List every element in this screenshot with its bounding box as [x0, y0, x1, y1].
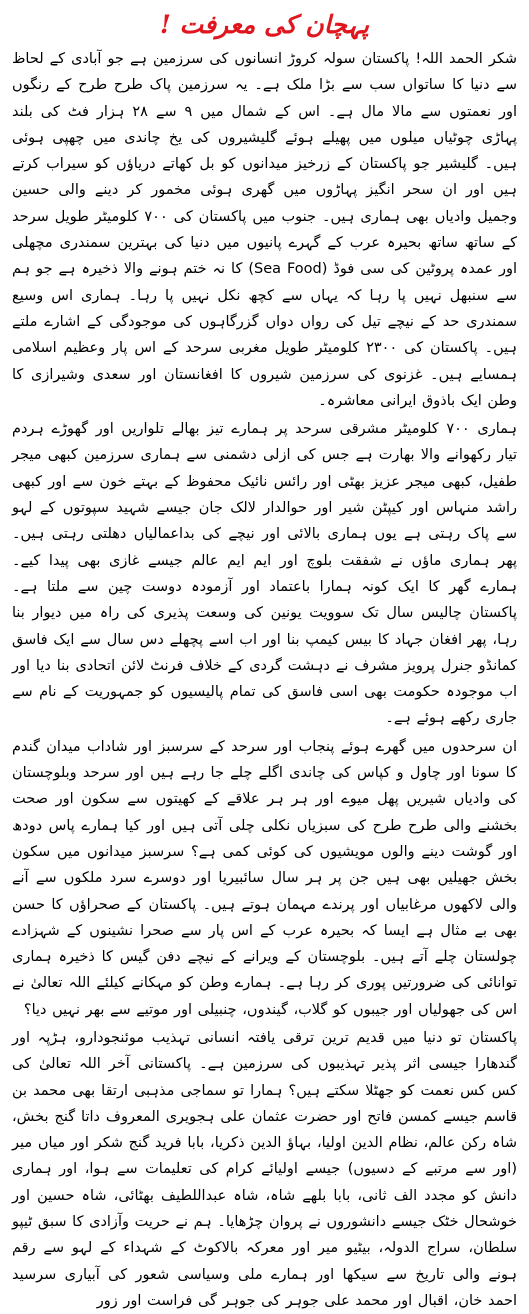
article-title: پہچان کی معرفت ! — [159, 10, 370, 39]
paragraph-4: پاکستان تو دنیا میں قدیم ترین ترقی یافتہ انسانی تہذیب موئنجودارو، ہڑپہ اور گندھارا جیسی اثر پذیر تہذیبوں کی سرزمین ہے۔ پاکستانی آخر اللہ تعالیٰ کی کس کس نعمت کو جھٹلا سکتے ہیں؟ ہمارا تو سماجی مذہبی ارتقا بھی محمد بن قاسم جیسے کمسن فاتح اور حضرت عثمان علی ہجویری المعروف داتا گنج بخش، شاہ رکن عالم، نظام الدین اولیا، بہاؤ الدین ذکریا، بابا فرید گنج شکر اور میاں میر (اور سے مرتبے کے دسیوں) جیسے اولیائے کرام کی تعلیمات سے ہوا، اور ہماری دانش کو مجدد الف ثانی، بابا بلھے شاہ، شاہ عبداللطیف بھٹائی، شاہ حسین اور خوشحال خٹک جیسے دانشوروں نے پروان چڑھایا۔ ہم نے حریت وآزادی کا سبق ٹیپو سلطان، سراج الدولہ، بیٹیو میر اور معرکہ بالاکوٹ کے شہداء کے لہو سے رقم ہونے والی تاریخ سے سیکھا اور ہمارے ملی وسیاسی شعور کی آبیاری سرسید احمد خان، اقبال اور محمد علی جوہر کی جوہر گی فراست اور زور — [12, 1029, 517, 1309]
paragraph-2: ہماری ۷۰۰ کلومیٹر مشرقی سرحد پر ہمارے تیز بھالے تلواریں اور گھوڑے ہردم تیار رکھوانے والا بھارت ہے جس کی ازلی دشمنی سے ہماری سرزمین کبھی میجر طفیل، کبھی میجر عزیز بھٹی اور رائس نائیک محفوظ کے بہتے خون سے اور کبھی راشد منہاس اور کیپٹن شیر اور حوالدار لالک جان جیسے شہید سپوتوں کے لہو سے پاک رہتی ہے یوں ہماری بالائی اور نیچے کی بداعمالیاں دھلتی رہتی ہیں۔ پھر ہماری ماؤں نے شفقت بلوچ اور ایم ایم عالم جیسے غازی بھی پیدا کیے۔ ہمارے گھر کا ایک کونہ ہمارا باعتماد اور آزمودہ دوست چین سے ملتا ہے۔ پاکستان چالیس سال تک سوویت یونین کی وسعت پذیری کی راہ میں دیوار بنا رہا، پھر افغان جہاد کا بیس کیمپ بنا اور اب اسے پچھلے دس سال سے ایک فاسق کمانڈو جنرل پرویز مشرف نے دہشت گردی کے خلاف فرنٹ لائن اتحادی بنا دیا اور اب موجودہ حکومت بھی اسی فاسق کی تمام پالیسیوں کو جمہوریت کے نام سے جاری رکھے ہوئے ہے۔ — [12, 421, 517, 727]
paragraph-3: ان سرحدوں میں گھرے ہوئے پنجاب اور سرحد کے سرسبز اور شاداب میدان گندم کا سونا اور چاول و کپاس کی چاندی اگلے چلے جا رہے ہیں اور سرحد وبلوچستان کی وادیاں شیریں پھل میوے اور ہر ہر علاقے کے کھیتوں سے سکون اور صحت بخشنے والی طرح طرح کی سبزیاں نکلی چلی آتی ہیں اور کیا ہمارے پاس دودھ اور گوشت دینے والوں مویشیوں کی کوئی کمی ہے؟ سرسبز میدانوں میں سکون بخش جھیلیں بھی ہیں جن پر ہر سال سائبیریا اور دوسرے سرد ملکوں سے آنے والی لاکھوں مرغابیاں اور پرندے مہمان ہوتے ہیں۔ پاکستان کے صحراؤں کا حسن بھی بے مثال ہے ایسا کہ بحیرہ عرب کے اس پار سے صحرا نشینوں کے شہزادے چولستان چلے آتے ہیں۔ بلوچستان کے ویرانے کے نیچے دفن گیس کا ذخیرہ ہماری توانائی کی ضرورتیں پوری کر رہا ہے۔ ہمارے وطن کو مہکانے کیلئے اللہ تعالیٰ نے اس کی جھولیاں اور جیبوں کو گلاب، گیندوں، چنبیلی اور موتیے سے بھر نہیں دیا؟ — [12, 738, 517, 1018]
paragraph-1: شکر الحمد اللہ! پاکستان سولہ کروڑ انسانوں کی سرزمین ہے جو آبادی کے لحاظ سے دنیا کا ساتواں سب سے بڑا ملک ہے۔ یہ سرزمین پاک طرح طرح کے رنگوں اور نعمتوں سے مالا مال ہے۔ اس کے شمال میں ۹ سے ۲۸ ہزار فٹ کی بلند پہاڑی چوٹیاں میلوں میں پھیلے ہوئے گلیشیروں کی یخ چاندی میں چھپی ہوئی ہیں۔ گلیشیر جو پاکستان کے زرخیز میدانوں کو بل کھاتے دریاؤں کو سیراب کرتے ہیں اور ان سحر انگیز پہاڑوں میں گھری ہوئی مخمور کر دینے والی حسین وجمیل وادیاں بھی ہماری ہیں۔ جنوب میں پاکستان کی ۷۰۰ کلومیٹر طویل سرحد کے ساتھ ساتھ بحیرہ عرب کے گہرے پانیوں میں دنیا کی بہترین سمندری مچھلی اور عمدہ پروٹین کی سی فوڈ (Sea Food) کا نہ ختم ہونے والا ذخیرہ ہے جو ہم سے سنبھل نہیں پا رہا کہ یہاں سے کچھ نکل نہیں پا رہا۔ ہماری اس وسیع سمندری حد کے نیچے تیل کی رواں دواں گزرگاہوں کی موجودگی کے اشارے ملتے ہیں۔ پاکستان کی ۲۳۰۰ کلومیٹر طویل مغربی سرحد کے اس پار وعظیم اسلامی ہمسایے ہیں۔ غزنوی کی سرزمین شیروں کا افغانستان اور سعدی وشیرازی کا وطن ایک باذوق ایرانی معاشرہ۔ — [12, 51, 518, 409]
